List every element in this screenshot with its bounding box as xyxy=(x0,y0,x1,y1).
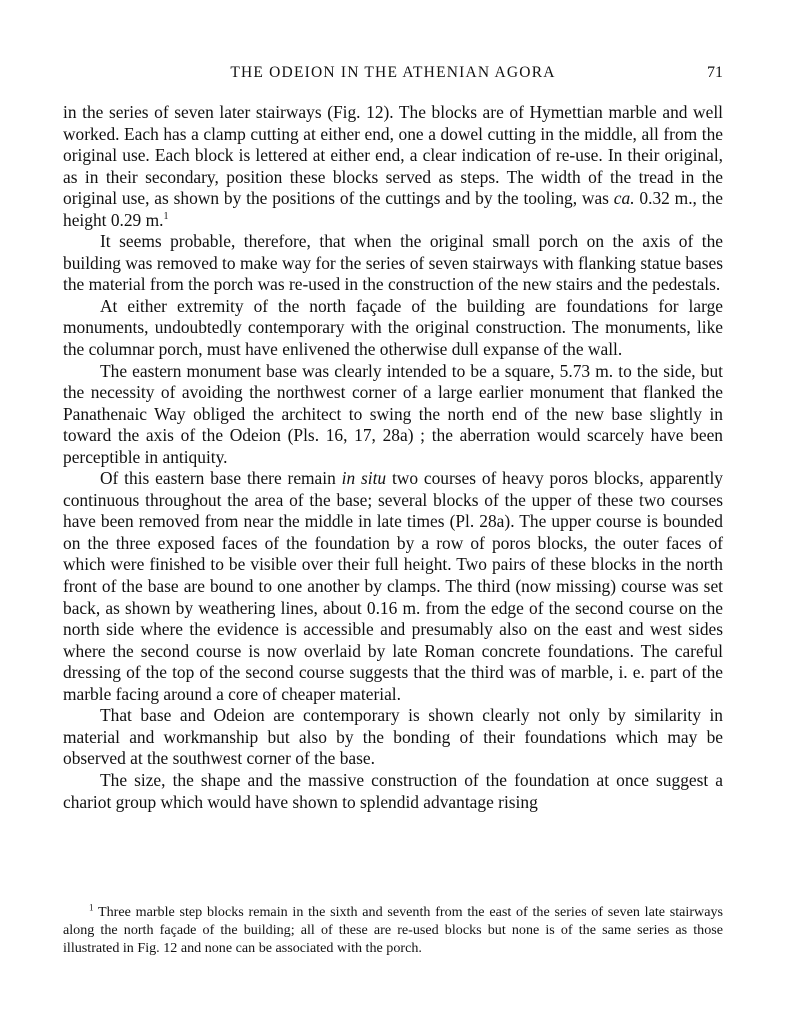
paragraph-text: in the series of seven later stairways (Fig. 12). The blocks are of Hymettian marble and well worked. Each has a clamp cutting at either end, one a dowel cutting in the middle, all from the original use. Each block is lettered at either end, a clear indication of re-use. In their original, as in their secondary, position these blocks served as steps. The width of the tread in the original use, as shown by the positions of the cuttings and by the tooling, was xyxy=(63,102,723,209)
running-title: THE ODEION IN THE ATHENIAN AGORA xyxy=(230,64,556,81)
paragraph-4: The eastern monument base was clearly intended to be a square, 5.73 m. to the side, but the necessity of avoiding the northwest corner of a large earlier monument that flanked the Panathenaic Way obliged the architect to swing the north end of the new base slightly in toward the axis of the Odeion (Pls. 16, 17, 28a) ; the aberration would scarcely have been perceptible in antiquity. xyxy=(63,360,723,467)
paragraph-3: At either extremity of the north façade of the building are foundations for large monuments, undoubtedly contemporary with the original construction. The monuments, like the columnar porch, must have enlivened the otherwise dull expanse of the wall. xyxy=(63,295,723,360)
paragraph-2: It seems probable, therefore, that when the original small porch on the axis of the building was removed to make way for the series of seven stairways with flanking statue bases the material from the porch was re-used in the construction of the new stairs and the pedestals. xyxy=(63,231,723,295)
footnotes xyxy=(63,904,723,957)
footnote-text: Three marble step blocks remain in the sixth and seventh from the east of the series of seven late stairways along the north façade of the building; all of these are re-used blocks but none is of the same series as those illustrated in Fig. 12 and none can be associated with the porch. xyxy=(63,904,723,956)
footnote-1 xyxy=(63,904,723,957)
page-number: 71 xyxy=(707,64,723,81)
footnote-mark: 1 xyxy=(89,902,94,913)
paragraph-text: 0.32 m., the height 0.29 m. xyxy=(63,188,723,230)
paragraph-1 xyxy=(63,102,723,231)
paragraph-7: The size, the shape and the massive construction of the foundation at once suggest a chariot group which would have shown to splendid advantage rising xyxy=(63,769,723,812)
page xyxy=(63,64,723,813)
italic-term: in situ xyxy=(341,468,387,489)
page-header xyxy=(63,64,723,86)
paragraph-6: That base and Odeion are contemporary is shown clearly not only by similarity in material and workmanship but also by the bonding of their foundations which may be observed at the southwest corner of the base. xyxy=(63,705,723,769)
body-text xyxy=(63,102,723,813)
paragraph-5 xyxy=(63,468,723,705)
paragraph-text: two courses of heavy poros blocks, apparently continuous throughout the area of the base; several blocks of the upper of these two courses have been removed from near the middle in late times (Pl. 28a). The upper course is bounded on the three exposed faces of the foundation by a row of poros blocks, the outer faces of which were finished to be visible over their full height. Two pairs of these blocks in the north front of the base are bound to one another by clamps. The third (now missing) course was set back, as shown by weathering lines, about 0.16 m. from the edge of the second course on the north side where the evidence is accessible and presumably also on the east and west sides where the second course is now overlaid by late Roman concrete foundations. The careful dressing of the top of the second course suggests that the third was of marble, i. e. part of the marble facing around a core of cheaper material. xyxy=(63,468,723,704)
footnote-reference: 1 xyxy=(163,210,169,222)
italic-term: ca. xyxy=(613,188,635,209)
paragraph-text: Of this eastern base there remain xyxy=(100,468,342,489)
